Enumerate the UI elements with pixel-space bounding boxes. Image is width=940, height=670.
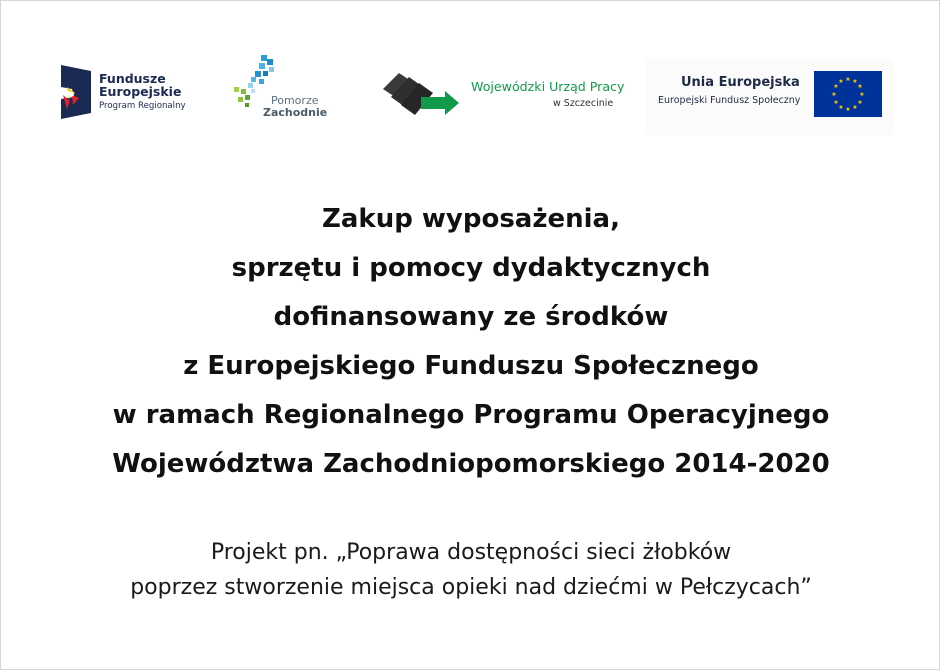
wup-city-text: w Szczecinie [553, 98, 614, 109]
project-line-2: poprzez stworzenie miejsca opieki nad dziećmi w Pełczycach” [130, 575, 812, 600]
wup-arrow-icon [381, 67, 463, 119]
svg-text:★: ★ [857, 99, 863, 106]
heading-line-6: Województwa Zachodniopomorskiego 2014-2020 [112, 449, 830, 479]
project-line-1: Projekt pn. „Poprawa dostępności sieci żłobków [210, 540, 732, 565]
wup-name-text: Wojewódzki Urząd Pracy [471, 79, 625, 94]
heading-line-5: w ramach Regionalnego Programu Operacyjnego [112, 400, 830, 430]
fundusze-text: Fundusze [99, 71, 166, 86]
fundusze-europejskie-flag-icon [61, 65, 91, 119]
svg-text:★: ★ [845, 106, 851, 113]
svg-text:★: ★ [857, 83, 863, 90]
project-description [1, 535, 940, 605]
fundusze-europejskie-logo [61, 65, 211, 121]
heading-line-3: dofinansowany ze środków [273, 302, 669, 332]
pomorze-zachodnie-logo [231, 53, 331, 123]
svg-text:★: ★ [852, 104, 858, 111]
eu-flag-icon [814, 71, 882, 117]
svg-text:★: ★ [852, 78, 858, 85]
main-heading [1, 195, 940, 489]
heading-line-4: z Europejskiego Funduszu Społecznego [183, 351, 759, 381]
europejskie-text: Europejskie [99, 84, 182, 99]
efs-text: Europejski Fundusz Społeczny [658, 95, 801, 106]
unia-europejska-logo [645, 59, 893, 135]
pomorze-text: Pomorze [271, 94, 319, 107]
heading-line-1: Zakup wyposażenia, [322, 204, 620, 234]
program-regionalny-text: Program Regionalny [99, 101, 186, 111]
wup-logo [381, 67, 631, 119]
zachodnie-text: Zachodnie [263, 106, 328, 119]
svg-text:★: ★ [833, 99, 839, 106]
heading-line-2: sprzętu i pomocy dydaktycznych [231, 253, 711, 283]
logo-bar [1, 1, 940, 141]
svg-text:★: ★ [838, 104, 844, 111]
svg-text:★: ★ [833, 83, 839, 90]
svg-text:★: ★ [845, 76, 851, 83]
unia-europejska-text: Unia Europejska [681, 75, 800, 90]
svg-text:★: ★ [859, 91, 865, 98]
svg-text:★: ★ [831, 91, 837, 98]
svg-text:★: ★ [838, 78, 844, 85]
